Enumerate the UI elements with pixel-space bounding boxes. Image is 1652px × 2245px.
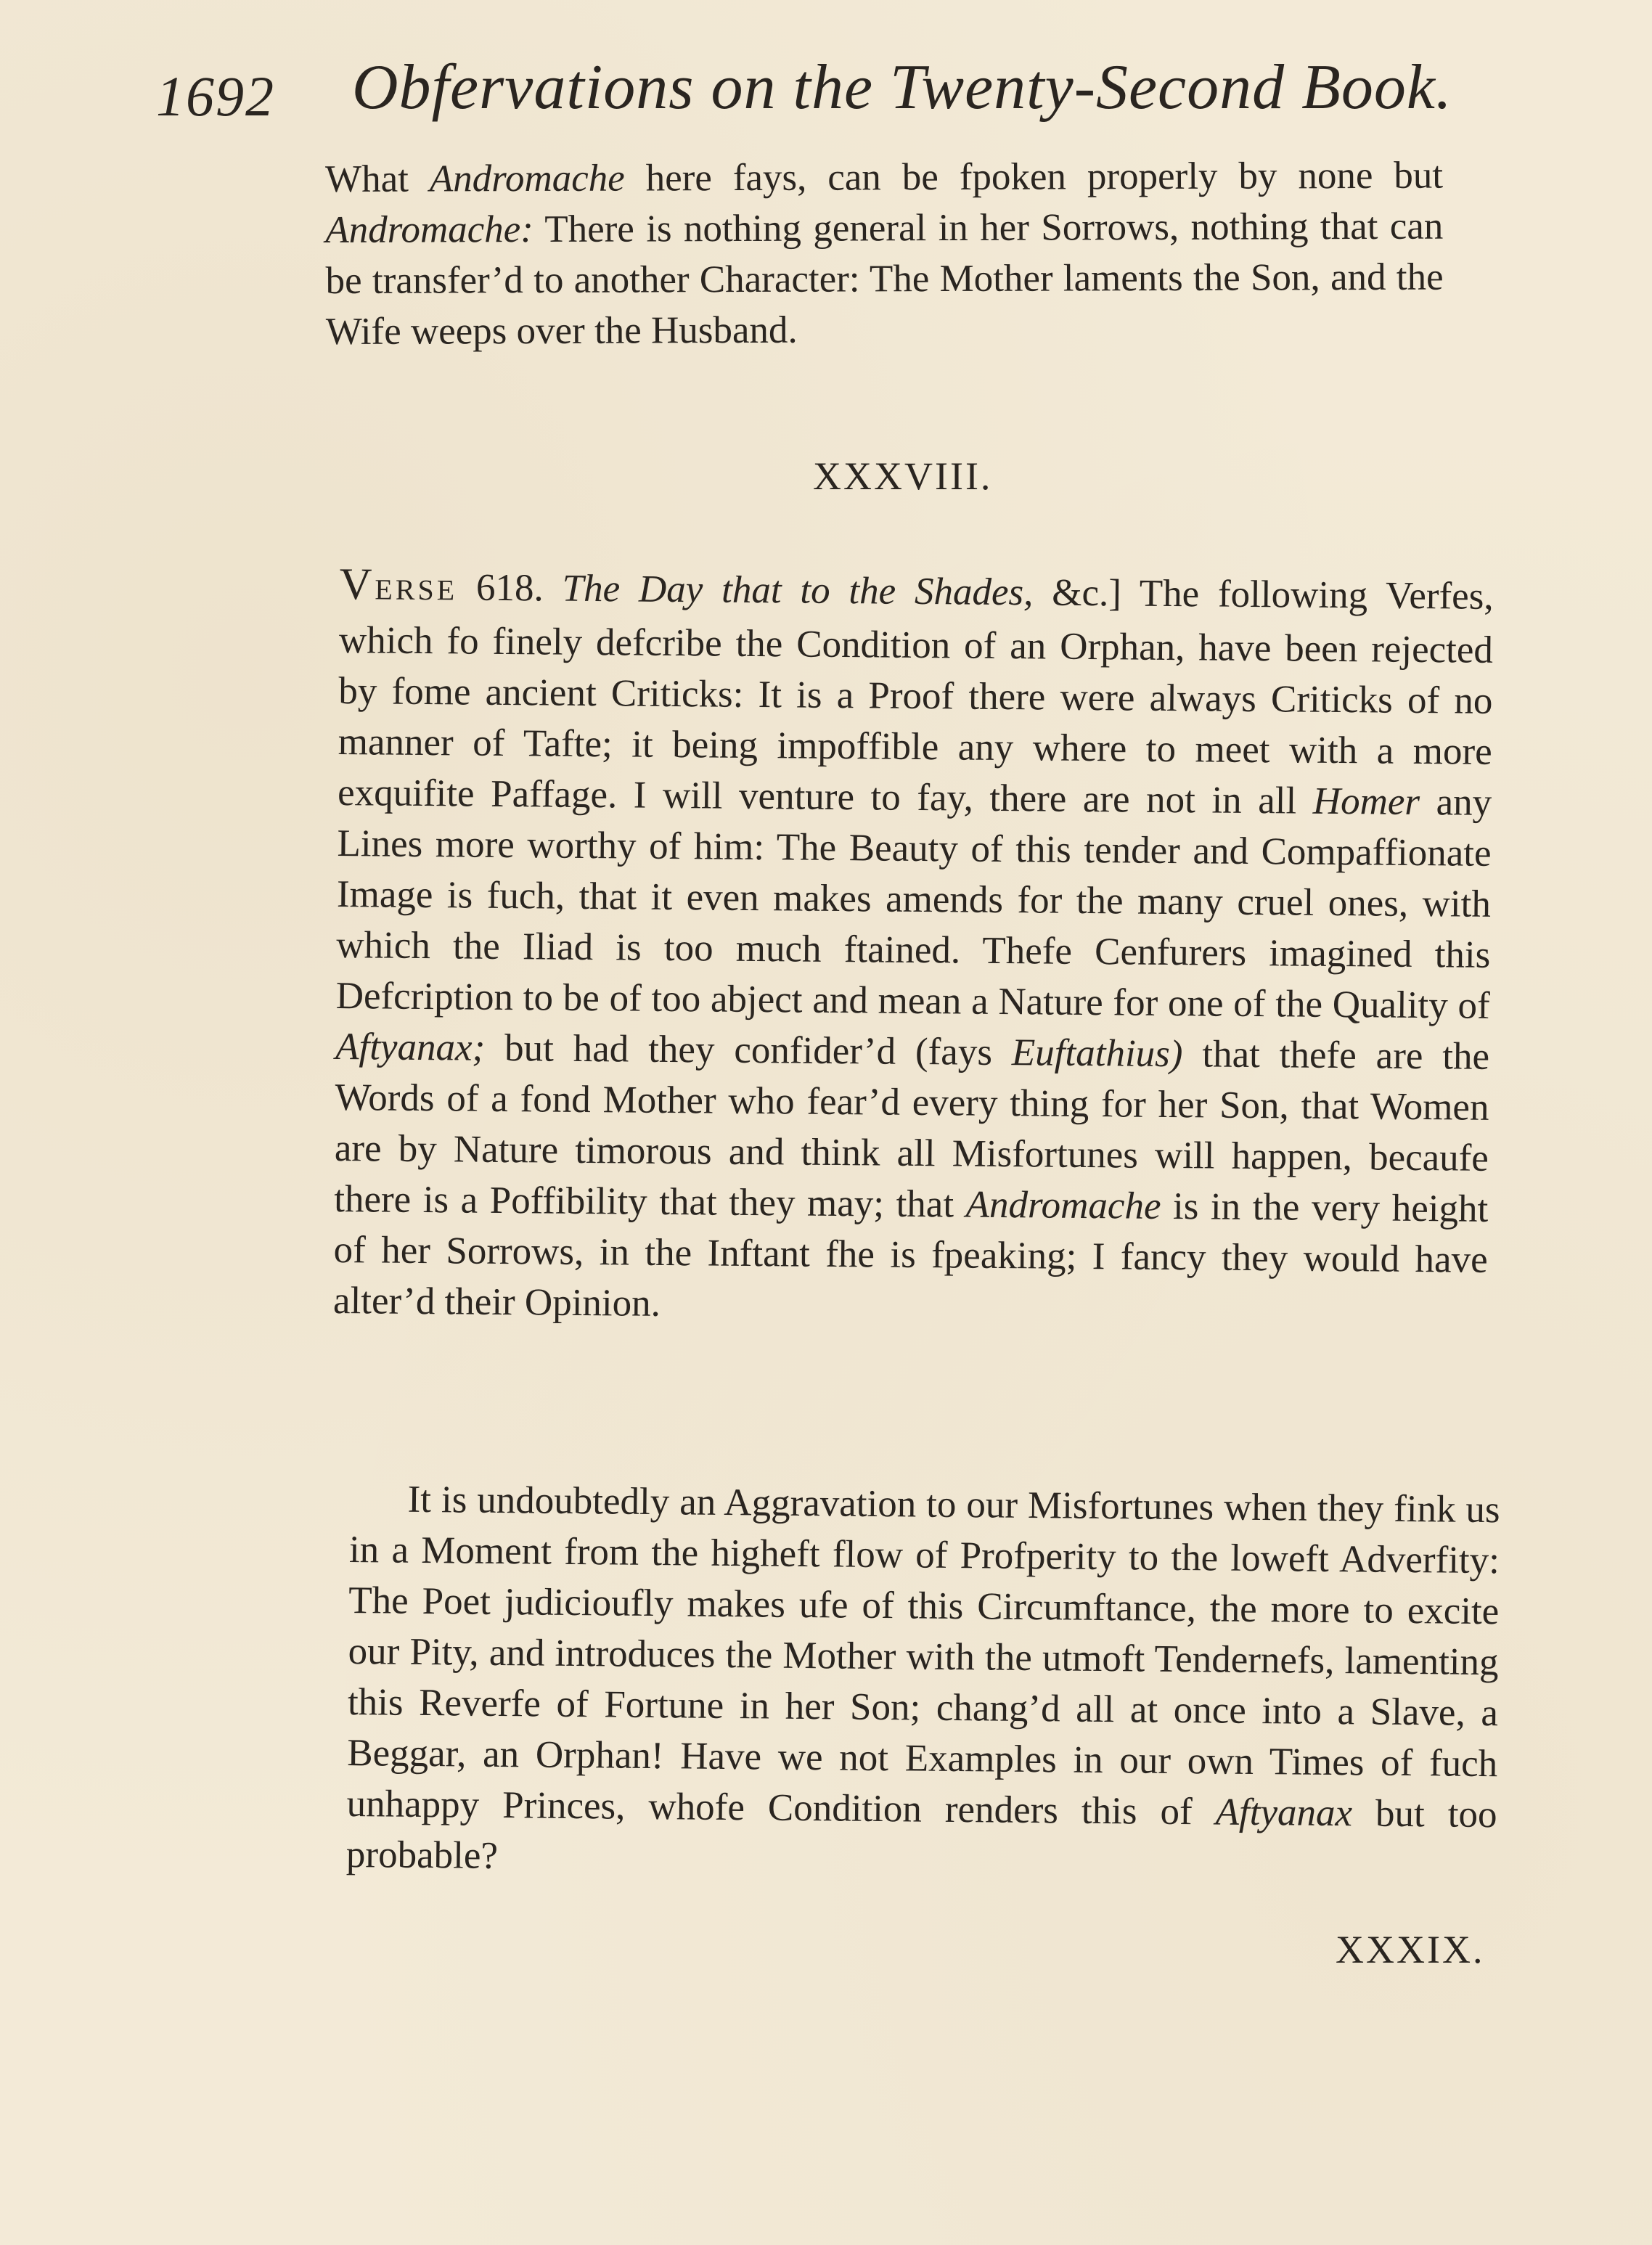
paragraph-indent [350,1511,408,1512]
name-andromache: Andromache [965,1183,1161,1227]
lemma-end: &c.] [1033,571,1122,615]
name-andromache: Andromache [429,157,625,200]
passage-text: What [325,158,430,200]
note-text: The following Verfes, which fo finely defcribe the Condition of an Orphan, have been rejected by fome ancient Criticks: It is a Proof there were always Criticks of no manner of Tafte; it being impoffible any where to meet with a more exquifite Paffage. I will venture to fay, there are not in all [337,572,1494,822]
passage-text: There is nothing general in her Sorrows, nothing that can be transfer’d to another Character: The Mother laments the Son, and the Wife weeps over the Husband. [325,205,1444,353]
name-eustathius: Euftathius) [1011,1031,1183,1076]
passage-text: here fays, can be fpoken properly by none but [624,154,1444,200]
section-heading: XXXVIII. [813,454,993,498]
paragraph-text: It is undoubtedly an Aggravation to our Misfortunes when they fink us in a Moment from the higheft flow of Profperity to the loweft Adverfity: The Poet judicioufly makes ufe of this Circumftance, the more to excite our Pity, and introduces the Mother with the utmoft Tendernefs, lamenting this Reverfe of Fortune in her Son; chang’d all at once into a Slave, a Beggar, an Orphan! Have we not Examples in our own Times of fuch unhappy Princes, whofe Condition renders this of [346,1478,1500,1833]
page-number: 1692 [156,65,275,128]
note-text: but had they confider’d (fays [484,1026,1013,1074]
verse-note [333,559,1494,1336]
name-astyanax: Aftyanax [1215,1791,1353,1835]
name-astyanax: Aftyanax; [335,1025,486,1069]
name-andromache: Andromache: [325,208,533,251]
note-text: any Lines more worthy of him: The Beauty of this tender and Compaffionate Image is fuch, that it even makes amends for the many cruel ones, with which the Iliad is too much ftained. Thefe Cenfurers imagined this Defcription to be of too abject and mean a Nature for one of the Quality of [335,780,1492,1027]
running-title: Obfervations on the Twenty-Second Book. [352,52,1452,123]
paragraph-text: but too probable? [345,1792,1497,1877]
catchword: XXXIX. [1336,1928,1485,1971]
page-header [156,51,1452,131]
paragraph-two [346,1473,1500,1891]
note-text: is in the very height of her Sorrows, in the Inftant fhe is fpeaking; I fancy they would have alter’d their Opinion. [332,1185,1489,1325]
lemma: The Day that to the Shades, [562,567,1034,614]
note-text: that thefe are the Words of a fond Mother who fear’d every thing for her Son, that Women are by Nature timorous and think all Misfortunes will happen, becaufe there is a Poffibility that they may; that [334,1033,1490,1226]
verse-number: 618. [457,566,563,610]
andromache-passage [325,150,1444,357]
name-homer: Homer [1312,780,1420,823]
verse-label: VERSE [339,559,458,610]
